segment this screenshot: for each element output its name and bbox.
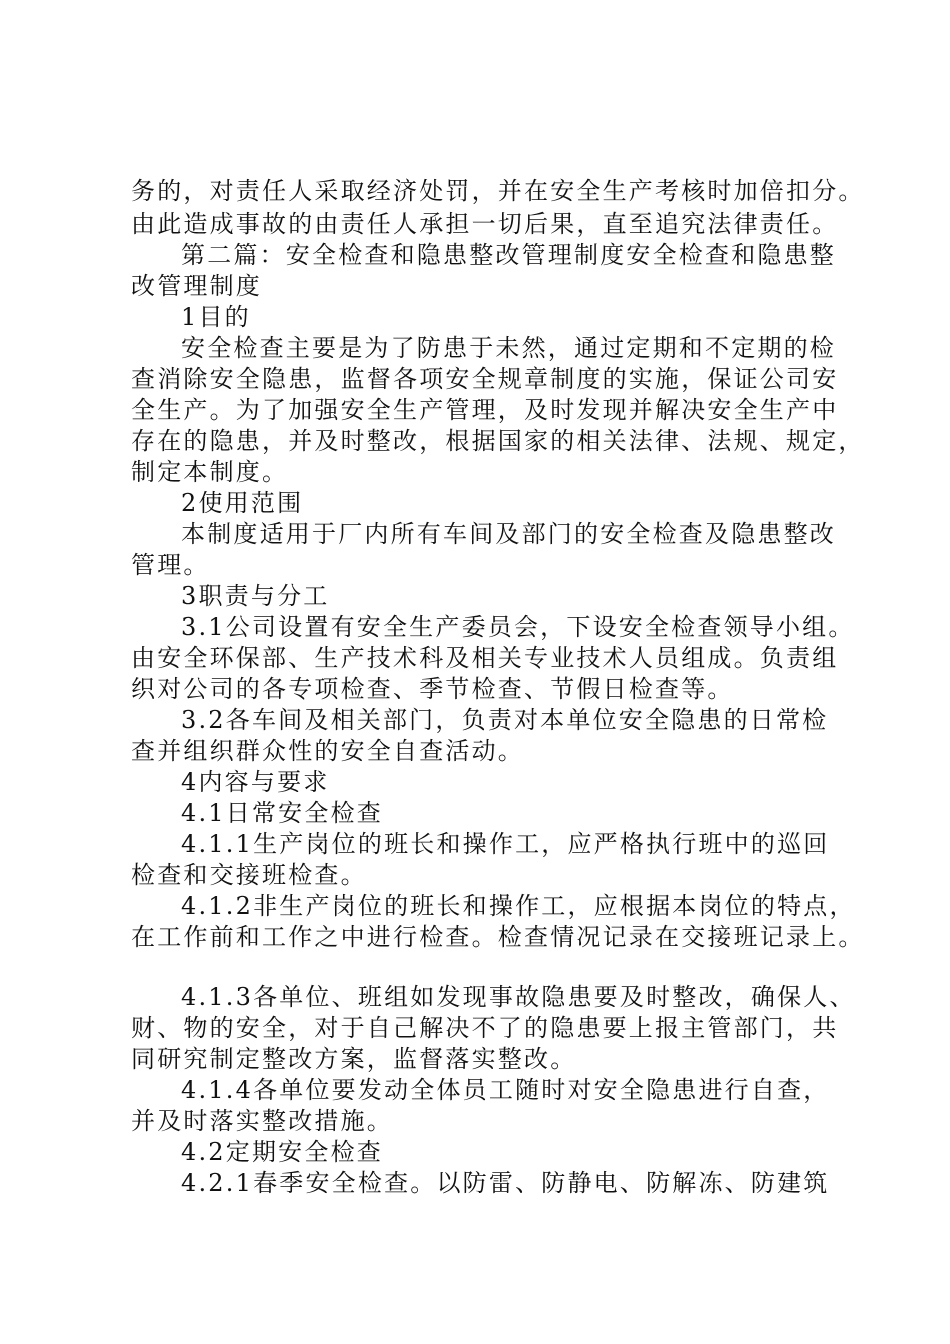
- subheading: 4.1日常安全检查: [181, 799, 383, 827]
- text-line: 查消除安全隐患，监督各项安全规章制度的实施，保证公司安: [131, 365, 839, 393]
- text-line: 同研究制定整改方案，监督落实整改。: [131, 1045, 577, 1073]
- section-heading: 改管理制度: [131, 272, 262, 300]
- text-line: 由安全环保部、生产技术科及相关专业技术人员组成。负责组: [131, 644, 839, 672]
- text-line: 务的，对责任人采取经济处罚，并在安全生产考核时加倍扣分。: [131, 177, 865, 205]
- text-line: 制定本制度。: [131, 458, 289, 486]
- text-line: 4.2.1春季安全检查。以防雷、防静电、防解冻、防建筑: [181, 1169, 830, 1197]
- text-line: 4.1.1生产岗位的班长和操作工，应严格执行班中的巡回: [181, 830, 830, 858]
- subheading: 2使用范围: [181, 489, 304, 517]
- text-line: 财、物的安全，对于自己解决不了的隐患要上报主管部门，共: [131, 1014, 839, 1042]
- text-line: 存在的隐患，并及时整改，根据国家的相关法律、法规、规定，: [131, 427, 865, 455]
- text-line: 织对公司的各专项检查、季节检查、节假日检查等。: [131, 675, 734, 703]
- text-line: 安全检查主要是为了防患于未然，通过定期和不定期的检: [181, 334, 836, 362]
- text-line: 并及时落实整改措施。: [131, 1107, 393, 1135]
- section-heading: 第二篇：安全检查和隐患整改管理制度安全检查和隐患整: [181, 241, 836, 269]
- text-line: 4.1.4各单位要发动全体员工随时对安全隐患进行自查，: [181, 1076, 830, 1104]
- text-line: 管理。: [131, 551, 210, 579]
- text-line: 3.1公司设置有安全生产委员会，下设安全检查领导小组。: [181, 613, 855, 641]
- text-line: 本制度适用于厂内所有车间及部门的安全检查及隐患整改: [181, 520, 836, 548]
- subheading: 1目的: [181, 303, 251, 331]
- text-line: 4.1.2非生产岗位的班长和操作工，应根据本岗位的特点，: [181, 892, 856, 920]
- subheading: 4内容与要求: [181, 768, 330, 796]
- text-line: 检查和交接班检查。: [131, 861, 367, 889]
- text-line: 全生产。为了加强安全生产管理，及时发现并解决安全生产中: [131, 396, 839, 424]
- text-line: 在工作前和工作之中进行检查。检查情况记录在交接班记录上。: [131, 923, 865, 951]
- text-line: 由此造成事故的由责任人承担一切后果，直至追究法律责任。: [131, 210, 839, 238]
- text-line: 3.2各车间及相关部门，负责对本单位安全隐患的日常检: [181, 706, 829, 734]
- text-line: 查并组织群众性的安全自查活动。: [131, 737, 524, 765]
- subheading: 4.2定期安全检查: [181, 1138, 383, 1166]
- text-line: 4.1.3各单位、班组如发现事故隐患要及时整改，确保人、: [181, 983, 856, 1011]
- subheading: 3职责与分工: [181, 582, 330, 610]
